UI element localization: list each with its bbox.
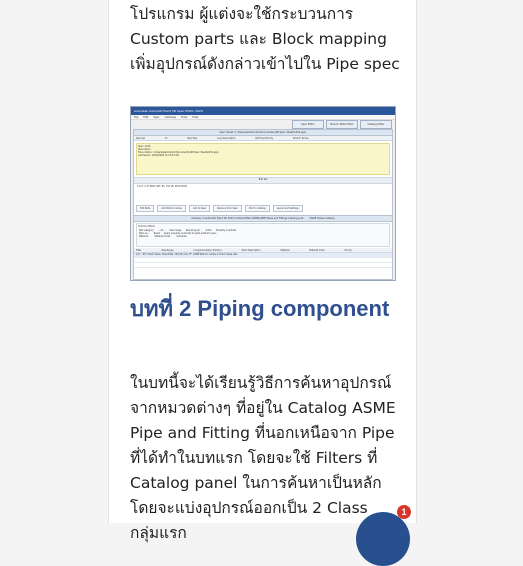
col-material-code: Material Code [309, 248, 325, 252]
col-size-list: Size List [136, 136, 146, 140]
chapter-paragraph: ในบทนี้จะได้เรียนรู้วิธีการค้นหาอุปกรณ์จากหมวดต่างๆ ที่อยู่ใน Catalog ASME Pipe and Fitting ที่นอกเหนือจาก Pipe ที่ได้ทำในบทแรก โดยจะใช้ Filters ที่ Catalog panel ในการค้นหาเป็นหลัก โดยจะแบ่งอุปกรณ์ออกเป็น 2 Class กลุ่มแรก [130, 374, 396, 542]
part-category-select: -- All -- [158, 229, 166, 232]
property-overrides-label: Property overrides [215, 229, 237, 232]
tab-spec-editor: Spec Editor [292, 120, 324, 129]
menu-edit: Edit [143, 115, 149, 119]
filter-row-3 [137, 235, 389, 238]
apply-overrides-checkbox: Apply property overrides to parts added to spec [163, 232, 217, 235]
main-end-label: Main en... [139, 232, 150, 235]
units-label: Units: [205, 229, 212, 232]
article-card [108, 0, 417, 542]
col-short-description: Short Description [241, 248, 261, 252]
spec-columns [134, 136, 392, 141]
part-category-label: Part category: [139, 229, 155, 232]
spec-last-saved: Last Saved: 12/26/2020 11:13:43 AM [138, 154, 179, 157]
col-to: To [165, 136, 168, 140]
spec-name: Spec: A150 [138, 145, 151, 148]
notification-badge: 1 [397, 505, 411, 519]
menu-spec: Spec [153, 115, 160, 119]
common-filters-label: Common filters [138, 225, 155, 228]
intro-paragraph: โปรแกรม ผู้แต่งจะใช้กระบวนการ Custom parts และ Block mapping เพิ่มอุปกรณ์ดังกล่าวเข้าไปใน Pipe spec [130, 5, 400, 73]
print-in-catalog-button: Print in Catalog [245, 205, 270, 212]
spec-editor-screenshot [130, 106, 396, 281]
chat-fab-button[interactable] [356, 512, 410, 566]
catalog-filters [136, 223, 390, 247]
edit-parts-button: Edit Parts [136, 205, 154, 212]
catalog-header [134, 216, 392, 222]
table-row [134, 263, 392, 268]
reset-button: Reset [153, 232, 160, 235]
col-max-size: Max Size [187, 136, 198, 140]
spec-description: Description [138, 148, 151, 151]
reducing-size-label: Reducing siz... [185, 229, 202, 232]
spec-info-box [136, 143, 390, 175]
material-code-label: Material Code: [154, 235, 171, 238]
schedule-label: Schedule: [176, 235, 188, 238]
catalog-path: Catalog: C:\AutoCAD Plant 3D 2020 Content\CPak ASME\ASME Pipes and Fittings Catalog.pcat [191, 217, 304, 220]
col-size-range: Size Range [161, 248, 174, 252]
col-part-use-priority: Part Use Priority [255, 136, 274, 140]
bolt-set-row: 2 1/2" In 8" BOLT SET, RF, 150 LB, STUD BOLT [137, 185, 188, 188]
table-row: 1/2" - 80" Check Valve, Dual Plate, 150 LB, LUG, FF, ASME B16.10, Series A Check Valve LUG [134, 253, 392, 258]
add-parts-to-group-button: Add Parts to Group [157, 205, 186, 212]
size-range-label: Size range: [169, 229, 182, 232]
col-long-desc-family: Long Description (Family) [193, 248, 222, 252]
menu-file: File [134, 115, 139, 119]
bolt-set-bar: Bolt Set [134, 177, 392, 184]
col-branch-te-use: Branch Te Use [293, 136, 309, 140]
menu-catalogs: Catalogs [164, 115, 177, 119]
tab-branch-table-editor: Branch Table Editor [326, 120, 358, 129]
spec-button-row [134, 203, 392, 214]
menu-tools: Tools [181, 115, 188, 119]
remove-from-spec-button: Remove from Spec [213, 205, 242, 212]
catalog-rows [134, 253, 392, 268]
spec-sheet-header: Spec Sheet: C:\Users\plantdoctor\Documents\108 Spec Sheet\A150.pspc [134, 130, 392, 136]
tab-catalog-editor: Catalog Editor [360, 120, 392, 129]
col-end-type: End Ty [344, 248, 352, 252]
catalog-pane [133, 215, 393, 280]
col-material: Material [280, 248, 290, 252]
col-filter: Filter [136, 248, 142, 252]
chapter-heading: บทที่ 2 Piping component [130, 296, 390, 321]
add-to-spec-button: Add to Spec [189, 205, 210, 212]
menu-help: Help [192, 115, 199, 119]
material-label: Material: [139, 235, 149, 238]
spec-file-location: File Location: C:\Users\plantdoctor\Documents\108 Spec Sheet\A150.pspc [138, 151, 219, 154]
layout-settings-button: Layout and Settings [273, 205, 303, 212]
catalog-select: ASME Valves Catalog [309, 217, 335, 220]
col-long-description: Long Description [217, 136, 236, 140]
window-title-bar: Autodesk AutoCAD Plant 3D Spec Editor 2020 [131, 107, 395, 115]
spec-sheet-pane [133, 129, 393, 216]
editor-tabs [292, 120, 392, 129]
